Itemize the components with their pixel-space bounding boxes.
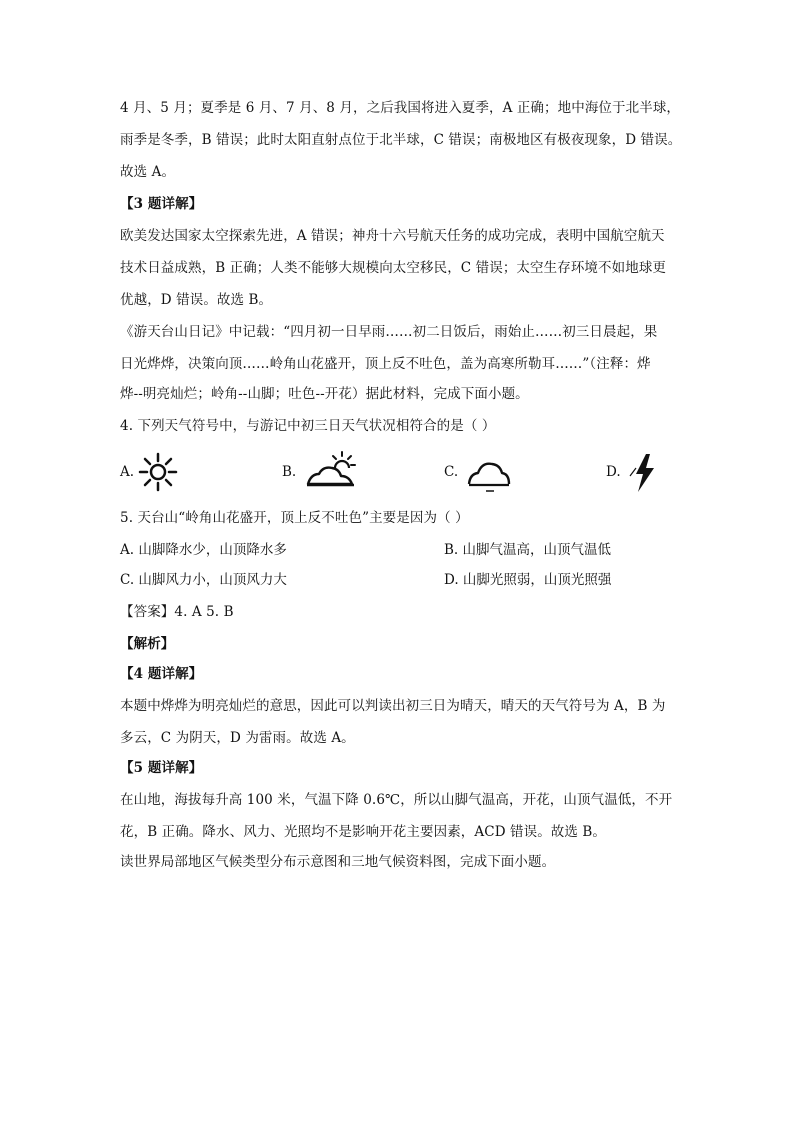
answer-line: 【答案】4. A 5. B [120,604,234,620]
q4-stem: 4. 下列天气符号中，与游记中初三日天气状况相符合的是（ ） [120,418,496,434]
q5-option-d: D. 山脚光照弱，山顶光照强 [444,572,612,588]
q5-option-c: C. 山脚风力小，山顶风力大 [120,572,287,588]
text-line-7: 优越，D 错误。故选 B。 [120,292,273,308]
text-line-9: 日光烨烨，决策向顶……岭角山花盛开，顶上反不吐色，盖为高寒所勒耳……”（注释：烨 [120,356,651,372]
text-line-3: 故选 A。 [120,164,176,180]
overcast-icon [466,454,512,494]
thunderstorm-icon [628,452,660,494]
text-line-2: 雨季是冬季，B 错误；此时太阳直射点位于北半球，C 错误；南极地区有极夜现象，D 错误。 [120,132,682,148]
q5-stem: 5. 天台山“岭角山花盛开，顶上反不吐色”主要是因为（ ） [120,510,469,526]
q5-option-a: A. 山脚降水少，山顶降水多 [120,542,287,558]
q5-detail-line-1: 在山地，海拔每升高 100 米，气温下降 0.6℃，所以山脚气温高，开花，山顶气温低，不开 [120,792,673,808]
text-line-10: 烨--明亮灿烂；岭角--山脚；吐色--开花）据此材料，完成下面小题。 [120,386,529,402]
closing-line: 读世界局部地区气候类型分布示意图和三地气候资料图，完成下面小题。 [120,854,556,870]
analysis-header: 【解析】 [120,636,175,652]
q4-detail-header: 【4 题详解】 [120,666,203,682]
text-line-1: 4 月、5 月；夏季是 6 月、7 月、8 月，之后我国将进入夏季，A 正确；地中海位于北半球， [120,100,681,116]
text-line-8: 《游天台山日记》中记载：“四月初一日早雨……初二日饭后，雨始止……初三日晨起，果 [120,324,658,340]
q3-detail-header: 【3 题详解】 [120,196,203,212]
text-line-5: 欧美发达国家太空探索先进，A 错误；神舟十六号航天任务的成功完成，表明中国航空航天 [120,228,665,244]
q5-option-b: B. 山脚气温高，山顶气温低 [444,542,612,558]
sun-icon [138,452,178,492]
partly-cloudy-icon [305,450,357,490]
q4-option-b-label: B. [282,464,297,480]
q4-option-a-label: A. [120,464,135,480]
q4-option-d-label: D. [606,464,621,480]
q5-detail-line-2: 花，B 正确。降水、风力、光照均不是影响开花主要因素，ACD 错误。故选 B。 [120,824,607,840]
text-line-6: 技术日益成熟，B 正确；人类不能够大规模向太空移民，C 错误；太空生存环境不如地球更 [120,260,667,276]
q4-detail-line-2: 多云，C 为阴天，D 为雷雨。故选 A。 [120,730,355,746]
q4-option-c-label: C. [444,464,459,480]
q5-detail-header: 【5 题详解】 [120,760,203,776]
q4-detail-line-1: 本题中烨烨为明亮灿烂的意思，因此可以判读出初三日为晴天，晴天的天气符号为 A，B 为 [120,698,666,714]
